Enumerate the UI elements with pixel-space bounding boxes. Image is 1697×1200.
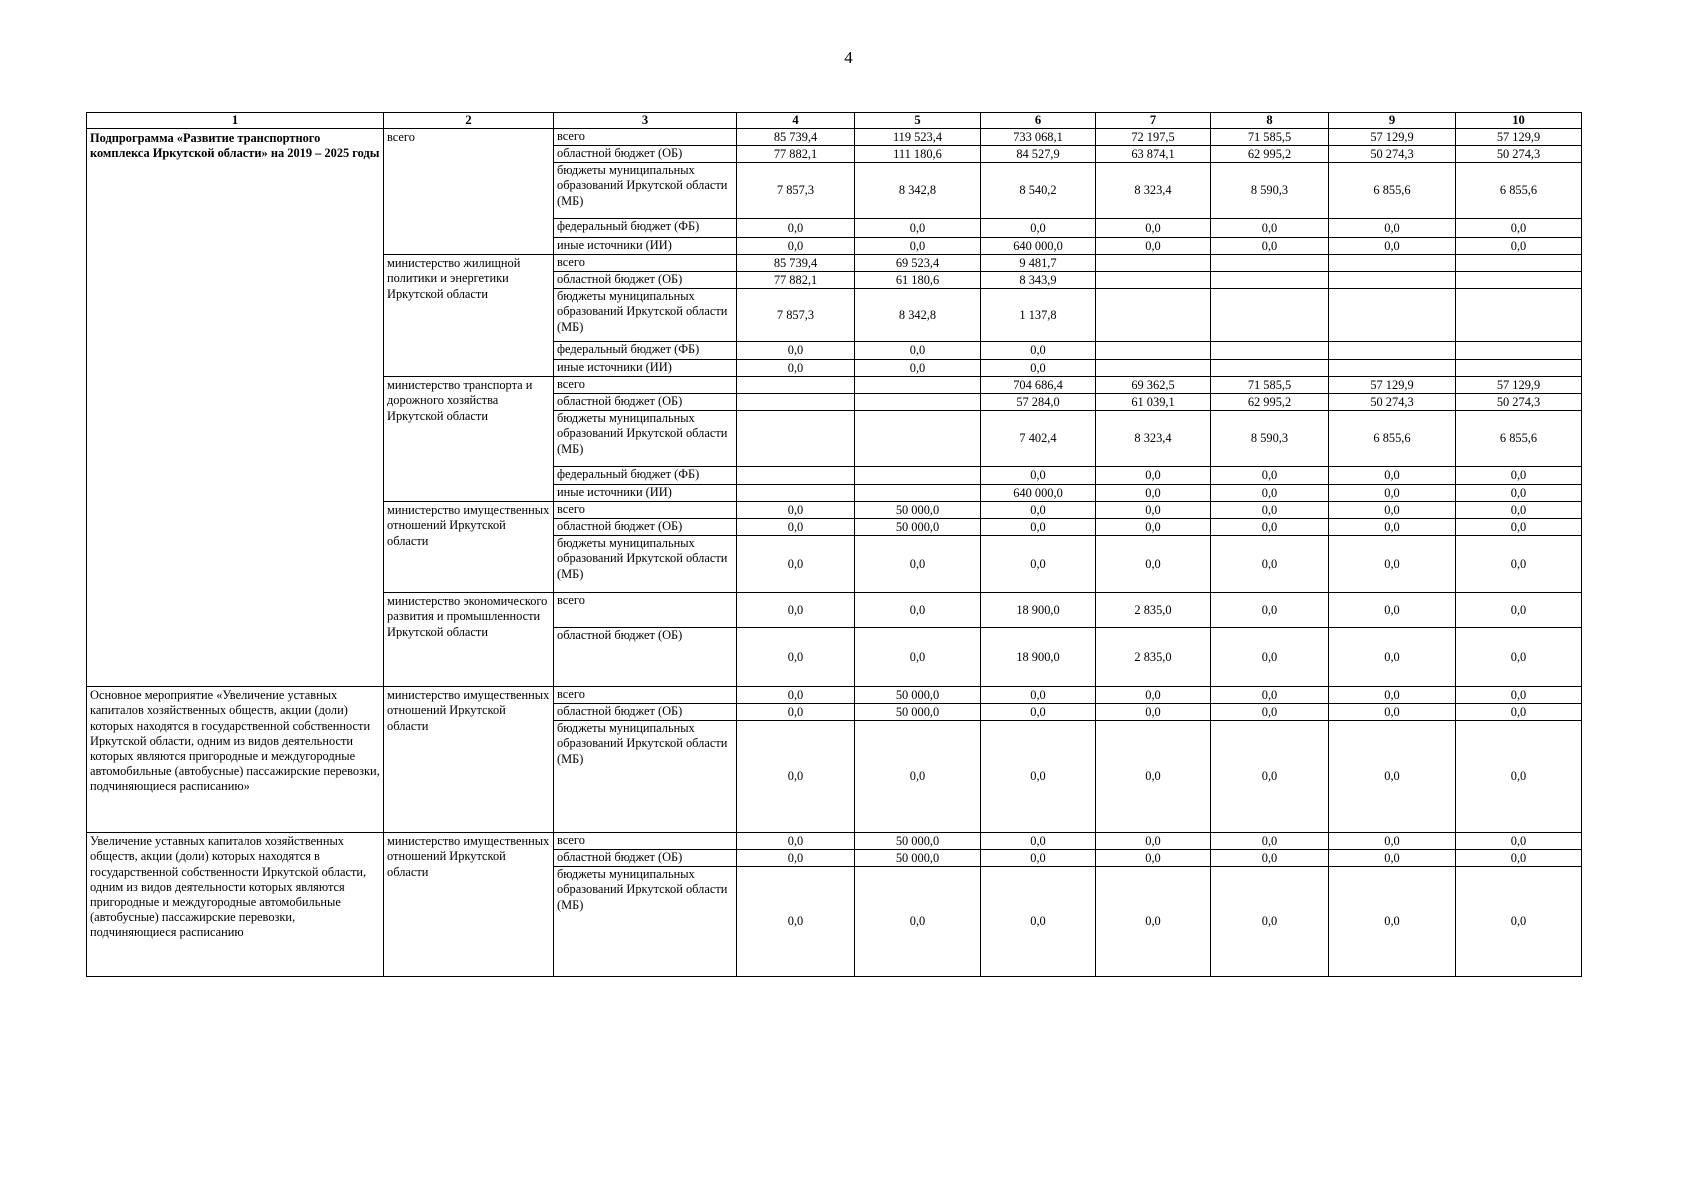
- column-header: 6: [981, 113, 1096, 129]
- table-row: [87, 687, 1582, 704]
- value-cell: 0,0: [981, 687, 1096, 704]
- value-cell: 0,0: [1329, 850, 1456, 867]
- value-cell: 0,0: [1456, 536, 1582, 593]
- value-cell: 77 882,1: [737, 146, 855, 163]
- value-cell: 84 527,9: [981, 146, 1096, 163]
- column-header: 8: [1211, 113, 1329, 129]
- value-cell: 0,0: [1329, 485, 1456, 502]
- funding-source: областной бюджет (ОБ): [554, 850, 737, 867]
- funding-source: всего: [554, 255, 737, 272]
- value-cell: 0,0: [737, 867, 855, 977]
- table-body: [87, 113, 1582, 977]
- value-cell: 0,0: [855, 360, 981, 377]
- value-cell: 50 000,0: [855, 704, 981, 721]
- value-cell: 0,0: [1096, 833, 1211, 850]
- column-header: 10: [1456, 113, 1582, 129]
- executor-name: министерство имущественных отношений Иркутской области: [384, 502, 554, 593]
- value-cell: 6 855,6: [1329, 411, 1456, 467]
- column-header: 7: [1096, 113, 1211, 129]
- value-cell: [737, 485, 855, 502]
- value-cell: 0,0: [1211, 219, 1329, 238]
- funding-source: бюджеты муниципальных образований Иркутской области (МБ): [554, 867, 737, 977]
- value-cell: 57 129,9: [1329, 377, 1456, 394]
- funding-source: федеральный бюджет (ФБ): [554, 219, 737, 238]
- value-cell: 50 000,0: [855, 833, 981, 850]
- value-cell: [1096, 289, 1211, 342]
- value-cell: 8 342,8: [855, 163, 981, 219]
- value-cell: 50 000,0: [855, 850, 981, 867]
- funding-source: всего: [554, 502, 737, 519]
- funding-source: областной бюджет (ОБ): [554, 704, 737, 721]
- value-cell: 640 000,0: [981, 485, 1096, 502]
- value-cell: 0,0: [1329, 833, 1456, 850]
- value-cell: [1211, 289, 1329, 342]
- value-cell: 0,0: [1211, 593, 1329, 628]
- value-cell: 85 739,4: [737, 129, 855, 146]
- value-cell: 0,0: [1456, 519, 1582, 536]
- value-cell: 71 585,5: [1211, 377, 1329, 394]
- value-cell: 77 882,1: [737, 272, 855, 289]
- funding-source: областной бюджет (ОБ): [554, 146, 737, 163]
- value-cell: 1 137,8: [981, 289, 1096, 342]
- value-cell: 0,0: [1211, 238, 1329, 255]
- value-cell: 0,0: [1456, 219, 1582, 238]
- value-cell: 0,0: [1211, 502, 1329, 519]
- value-cell: 0,0: [1211, 687, 1329, 704]
- funding-source: бюджеты муниципальных образований Иркутской области (МБ): [554, 536, 737, 593]
- executor-name: министерство имущественных отношений Иркутской области: [384, 833, 554, 977]
- value-cell: 0,0: [1211, 833, 1329, 850]
- value-cell: 57 284,0: [981, 394, 1096, 411]
- value-cell: 0,0: [981, 721, 1096, 833]
- value-cell: [1096, 342, 1211, 360]
- value-cell: 0,0: [737, 536, 855, 593]
- value-cell: 50 000,0: [855, 502, 981, 519]
- value-cell: [737, 467, 855, 485]
- value-cell: 0,0: [981, 704, 1096, 721]
- value-cell: [855, 485, 981, 502]
- value-cell: 8 323,4: [1096, 411, 1211, 467]
- value-cell: 7 402,4: [981, 411, 1096, 467]
- funding-source: бюджеты муниципальных образований Иркутской области (МБ): [554, 411, 737, 467]
- funding-source: областной бюджет (ОБ): [554, 272, 737, 289]
- value-cell: 61 039,1: [1096, 394, 1211, 411]
- value-cell: [1329, 272, 1456, 289]
- funding-source: федеральный бюджет (ФБ): [554, 342, 737, 360]
- page-number: 4: [844, 48, 853, 67]
- value-cell: 8 590,3: [1211, 163, 1329, 219]
- value-cell: 0,0: [737, 704, 855, 721]
- value-cell: 0,0: [1456, 867, 1582, 977]
- value-cell: 0,0: [1096, 536, 1211, 593]
- value-cell: 85 739,4: [737, 255, 855, 272]
- program-name: Подпрограмма «Развитие транспортного комплекса Иркутской области» на 2019 – 2025 годы: [87, 129, 384, 687]
- value-cell: 0,0: [1456, 687, 1582, 704]
- value-cell: 0,0: [1456, 704, 1582, 721]
- funding-table: [86, 112, 1582, 977]
- value-cell: [855, 411, 981, 467]
- value-cell: [1456, 289, 1582, 342]
- value-cell: 0,0: [855, 721, 981, 833]
- value-cell: 57 129,9: [1456, 377, 1582, 394]
- value-cell: [855, 394, 981, 411]
- value-cell: 0,0: [1211, 628, 1329, 687]
- value-cell: 0,0: [1329, 721, 1456, 833]
- value-cell: 0,0: [1329, 219, 1456, 238]
- funding-source: бюджеты муниципальных образований Иркутской области (МБ): [554, 163, 737, 219]
- value-cell: 57 129,9: [1456, 129, 1582, 146]
- table-row: [87, 129, 1582, 146]
- funding-source: всего: [554, 377, 737, 394]
- value-cell: 8 540,2: [981, 163, 1096, 219]
- funding-source: бюджеты муниципальных образований Иркутской области (МБ): [554, 721, 737, 833]
- value-cell: 6 855,6: [1329, 163, 1456, 219]
- value-cell: 50 274,3: [1456, 146, 1582, 163]
- value-cell: 0,0: [1329, 687, 1456, 704]
- header-row: [87, 113, 1582, 129]
- funding-source: иные источники (ИИ): [554, 360, 737, 377]
- value-cell: 2 835,0: [1096, 628, 1211, 687]
- value-cell: 57 129,9: [1329, 129, 1456, 146]
- value-cell: [1096, 360, 1211, 377]
- value-cell: [1456, 272, 1582, 289]
- value-cell: 0,0: [1456, 721, 1582, 833]
- executor-name: министерство имущественных отношений Иркутской области: [384, 687, 554, 833]
- value-cell: 0,0: [855, 342, 981, 360]
- value-cell: 63 874,1: [1096, 146, 1211, 163]
- value-cell: [855, 467, 981, 485]
- value-cell: 640 000,0: [981, 238, 1096, 255]
- value-cell: 61 180,6: [855, 272, 981, 289]
- value-cell: 0,0: [737, 628, 855, 687]
- value-cell: 704 686,4: [981, 377, 1096, 394]
- value-cell: 18 900,0: [981, 593, 1096, 628]
- value-cell: [1329, 360, 1456, 377]
- value-cell: 0,0: [1329, 628, 1456, 687]
- value-cell: 0,0: [1456, 238, 1582, 255]
- value-cell: 0,0: [1329, 502, 1456, 519]
- value-cell: 0,0: [1211, 485, 1329, 502]
- value-cell: 0,0: [855, 238, 981, 255]
- value-cell: 0,0: [737, 687, 855, 704]
- value-cell: 0,0: [1096, 467, 1211, 485]
- column-header: 9: [1329, 113, 1456, 129]
- value-cell: 50 274,3: [1456, 394, 1582, 411]
- funding-source: бюджеты муниципальных образований Иркутской области (МБ): [554, 289, 737, 342]
- executor-name: министерство жилищной политики и энергетики Иркутской области: [384, 255, 554, 377]
- value-cell: 0,0: [1329, 238, 1456, 255]
- value-cell: [1329, 255, 1456, 272]
- value-cell: 0,0: [981, 536, 1096, 593]
- value-cell: 0,0: [737, 342, 855, 360]
- value-cell: 62 995,2: [1211, 394, 1329, 411]
- value-cell: 0,0: [1096, 867, 1211, 977]
- column-header: 5: [855, 113, 981, 129]
- column-header: 3: [554, 113, 737, 129]
- value-cell: 0,0: [737, 833, 855, 850]
- funding-source: иные источники (ИИ): [554, 238, 737, 255]
- funding-source: областной бюджет (ОБ): [554, 519, 737, 536]
- value-cell: 0,0: [1329, 867, 1456, 977]
- funding-source: областной бюджет (ОБ): [554, 394, 737, 411]
- value-cell: 0,0: [855, 867, 981, 977]
- value-cell: 0,0: [1329, 536, 1456, 593]
- value-cell: 0,0: [1329, 519, 1456, 536]
- value-cell: 0,0: [1096, 519, 1211, 536]
- value-cell: 0,0: [981, 867, 1096, 977]
- executor-name: министерство транспорта и дорожного хозяйства Иркутской области: [384, 377, 554, 502]
- value-cell: [1456, 342, 1582, 360]
- value-cell: [1211, 255, 1329, 272]
- value-cell: 0,0: [737, 360, 855, 377]
- value-cell: 0,0: [1211, 867, 1329, 977]
- value-cell: 8 342,8: [855, 289, 981, 342]
- value-cell: 69 362,5: [1096, 377, 1211, 394]
- value-cell: 72 197,5: [1096, 129, 1211, 146]
- value-cell: 0,0: [981, 519, 1096, 536]
- value-cell: 0,0: [981, 342, 1096, 360]
- funding-source: иные источники (ИИ): [554, 485, 737, 502]
- value-cell: 0,0: [1096, 721, 1211, 833]
- value-cell: 7 857,3: [737, 163, 855, 219]
- executor-name: министерство экономического развития и промышленности Иркутской области: [384, 593, 554, 687]
- funding-source: всего: [554, 833, 737, 850]
- value-cell: 0,0: [855, 593, 981, 628]
- value-cell: 69 523,4: [855, 255, 981, 272]
- value-cell: 0,0: [1096, 485, 1211, 502]
- value-cell: 0,0: [1096, 850, 1211, 867]
- value-cell: 0,0: [737, 502, 855, 519]
- value-cell: 0,0: [1211, 850, 1329, 867]
- value-cell: [1211, 360, 1329, 377]
- value-cell: 0,0: [1211, 536, 1329, 593]
- value-cell: 8 323,4: [1096, 163, 1211, 219]
- value-cell: 0,0: [1096, 687, 1211, 704]
- value-cell: 0,0: [1211, 519, 1329, 536]
- value-cell: 9 481,7: [981, 255, 1096, 272]
- value-cell: 0,0: [1211, 467, 1329, 485]
- value-cell: 0,0: [981, 467, 1096, 485]
- value-cell: 0,0: [855, 219, 981, 238]
- value-cell: [1329, 342, 1456, 360]
- value-cell: 0,0: [1211, 721, 1329, 833]
- value-cell: 0,0: [737, 238, 855, 255]
- value-cell: 6 855,6: [1456, 163, 1582, 219]
- value-cell: 0,0: [1456, 850, 1582, 867]
- value-cell: 0,0: [855, 536, 981, 593]
- value-cell: 0,0: [855, 628, 981, 687]
- value-cell: 0,0: [1329, 467, 1456, 485]
- value-cell: [855, 377, 981, 394]
- value-cell: 0,0: [1096, 219, 1211, 238]
- value-cell: 0,0: [1096, 704, 1211, 721]
- value-cell: 8 343,9: [981, 272, 1096, 289]
- value-cell: 0,0: [1096, 238, 1211, 255]
- value-cell: 8 590,3: [1211, 411, 1329, 467]
- value-cell: [1329, 289, 1456, 342]
- funding-source: областной бюджет (ОБ): [554, 628, 737, 687]
- value-cell: [1096, 272, 1211, 289]
- value-cell: 0,0: [1456, 593, 1582, 628]
- column-header: 2: [384, 113, 554, 129]
- value-cell: 111 180,6: [855, 146, 981, 163]
- funding-source: всего: [554, 129, 737, 146]
- value-cell: 0,0: [981, 219, 1096, 238]
- value-cell: 50 000,0: [855, 519, 981, 536]
- value-cell: 0,0: [1211, 704, 1329, 721]
- value-cell: [737, 394, 855, 411]
- value-cell: 0,0: [1456, 628, 1582, 687]
- value-cell: 7 857,3: [737, 289, 855, 342]
- value-cell: 0,0: [1096, 502, 1211, 519]
- value-cell: 6 855,6: [1456, 411, 1582, 467]
- value-cell: 50 000,0: [855, 687, 981, 704]
- value-cell: [1096, 255, 1211, 272]
- funding-source: всего: [554, 593, 737, 628]
- value-cell: 50 274,3: [1329, 394, 1456, 411]
- value-cell: 0,0: [1329, 704, 1456, 721]
- value-cell: 0,0: [981, 360, 1096, 377]
- value-cell: [737, 377, 855, 394]
- executor-name: всего: [384, 129, 554, 255]
- column-header: 1: [87, 113, 384, 129]
- value-cell: 0,0: [1456, 502, 1582, 519]
- value-cell: [1456, 255, 1582, 272]
- value-cell: 733 068,1: [981, 129, 1096, 146]
- funding-source: всего: [554, 687, 737, 704]
- value-cell: 62 995,2: [1211, 146, 1329, 163]
- value-cell: 0,0: [1329, 593, 1456, 628]
- value-cell: 0,0: [981, 850, 1096, 867]
- value-cell: [1456, 360, 1582, 377]
- value-cell: 0,0: [1456, 485, 1582, 502]
- value-cell: 0,0: [737, 219, 855, 238]
- value-cell: [1211, 342, 1329, 360]
- program-name: Основное мероприятие «Увеличение уставных капиталов хозяйственных обществ, акции (доли) которых находятся в государственной собственности Иркутской области, одним из видов деятельности которых являются пригородные и междугородные автомобильные (автобусные) пассажирские перевозки, подчиняющиеся расписанию»: [87, 687, 384, 833]
- value-cell: 50 274,3: [1329, 146, 1456, 163]
- column-header: 4: [737, 113, 855, 129]
- value-cell: 0,0: [737, 519, 855, 536]
- value-cell: 0,0: [737, 721, 855, 833]
- value-cell: 0,0: [1456, 467, 1582, 485]
- program-name: Увеличение уставных капиталов хозяйственных обществ, акции (доли) которых находятся в государственной собственности Иркутской области, одним из видов деятельности которых являются пригородные и междугородные автомобильные (автобусные) пассажирские перевозки, подчиняющиеся расписанию: [87, 833, 384, 977]
- table-row: [87, 833, 1582, 850]
- value-cell: [1211, 272, 1329, 289]
- value-cell: 0,0: [981, 502, 1096, 519]
- value-cell: 0,0: [737, 593, 855, 628]
- value-cell: 2 835,0: [1096, 593, 1211, 628]
- value-cell: [737, 411, 855, 467]
- value-cell: 0,0: [981, 833, 1096, 850]
- value-cell: 119 523,4: [855, 129, 981, 146]
- value-cell: 0,0: [1456, 833, 1582, 850]
- value-cell: 0,0: [737, 850, 855, 867]
- value-cell: 18 900,0: [981, 628, 1096, 687]
- funding-source: федеральный бюджет (ФБ): [554, 467, 737, 485]
- value-cell: 71 585,5: [1211, 129, 1329, 146]
